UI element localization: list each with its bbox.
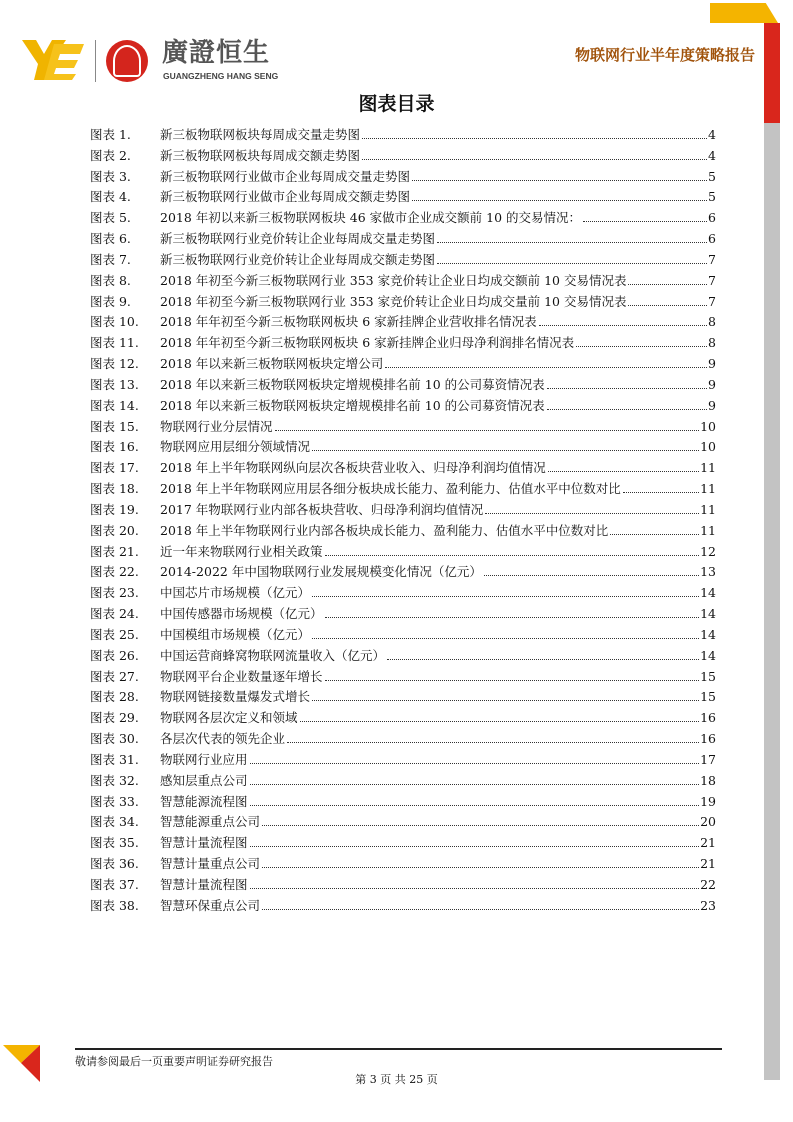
- figure-title: 智慧能源重点公司: [160, 814, 261, 830]
- logo-divider: [95, 40, 96, 82]
- figure-number: 图表 32.: [90, 772, 139, 788]
- figure-number: 图表 24.: [90, 606, 139, 622]
- figure-number: 图表 16.: [90, 439, 139, 455]
- page-ref: 8: [708, 314, 716, 330]
- toc-entry[interactable]: [90, 648, 716, 669]
- page-ref: 12: [700, 543, 716, 559]
- page-ref: 7: [708, 251, 716, 267]
- page-ref: 21: [700, 855, 716, 871]
- page-title: 图表目录: [358, 93, 435, 115]
- toc-entry[interactable]: [90, 689, 716, 710]
- figure-title: 近一年来物联网行业相关政策: [160, 543, 323, 559]
- leader-dots: [262, 825, 699, 826]
- leader-dots: [412, 180, 707, 181]
- toc-entry[interactable]: [90, 314, 716, 335]
- figure-title: 新三板物联网行业做市企业每周成交量走势图: [160, 168, 411, 184]
- leader-dots: [362, 159, 707, 160]
- toc-entry[interactable]: [90, 502, 716, 523]
- toc-entry[interactable]: [90, 273, 716, 294]
- page-ref: 9: [708, 356, 716, 372]
- figure-number: 图表 17.: [90, 460, 139, 476]
- leader-dots: [250, 763, 700, 764]
- figure-number: 图表 30.: [90, 731, 139, 747]
- page-ref: 11: [700, 501, 716, 517]
- toc-entry[interactable]: [90, 564, 716, 585]
- leader-dots: [250, 784, 700, 785]
- figure-number: 图表 1.: [90, 127, 131, 142]
- leader-dots: [437, 242, 707, 243]
- page-ref: 6: [708, 231, 716, 247]
- page-ref: 10: [700, 439, 716, 455]
- leader-dots: [623, 492, 699, 493]
- figure-title: 2018 年初至今新三板物联网行业 353 家竞价转让企业日均成交量前 10 交易情况表: [160, 293, 627, 309]
- figure-title: 2018 年初以来新三板物联网板块 46 家做市企业成交额前 10 的交易情况：: [160, 210, 581, 226]
- leader-dots: [547, 409, 707, 410]
- ye-logo-icon: [22, 40, 84, 80]
- toc-entry[interactable]: [90, 231, 716, 252]
- toc-entry[interactable]: [90, 439, 716, 460]
- figure-title: 新三板物联网板块每周成交额走势图: [160, 147, 361, 163]
- page-ref: 15: [700, 668, 716, 684]
- toc-entry[interactable]: [90, 773, 716, 794]
- page-ref: 14: [700, 647, 716, 663]
- brand-name-cn: 廣證恒生: [162, 38, 271, 68]
- figure-number: 图表 12.: [90, 356, 139, 372]
- leader-dots: [610, 534, 699, 535]
- page-ref: 14: [700, 606, 716, 622]
- figure-number: 图表 23.: [90, 585, 139, 601]
- figure-title: 2018 年年初至今新三板物联网板块 6 家新挂牌企业归母净利润排名情况表: [160, 335, 575, 351]
- figure-title: 2018 年上半年物联网纵向层次各板块营业收入、归母净利润均值情况: [160, 460, 546, 476]
- figure-number: 图表 33.: [90, 793, 139, 809]
- figure-number: 图表 8.: [90, 272, 131, 288]
- yellow-corner-tab: [710, 3, 778, 23]
- footer-disclaimer: 敬请参阅最后一页重要声明证券研究报告: [75, 1055, 273, 1068]
- leader-dots: [250, 805, 700, 806]
- figure-number: 图表 7.: [90, 251, 131, 267]
- figure-number: 图表 31.: [90, 751, 139, 767]
- page-ref: 21: [700, 835, 716, 851]
- toc-entry[interactable]: [90, 669, 716, 690]
- figure-title: 新三板物联网行业做市企业每周成交额走势图: [160, 189, 411, 205]
- page-ref: 9: [708, 397, 716, 413]
- page-ref: 6: [708, 210, 716, 226]
- figure-title: 2018 年以来新三板物联网板块定增规模排名前 10 的公司募资情况表: [160, 376, 545, 392]
- leader-dots: [262, 867, 699, 868]
- figure-number: 图表 2.: [90, 147, 131, 163]
- page-ref: 17: [700, 751, 716, 767]
- figure-title: 智慧能源流程图: [160, 793, 248, 809]
- page-ref: 23: [700, 897, 716, 913]
- toc-entry[interactable]: [90, 877, 716, 898]
- figure-title: 中国芯片市场规模（亿元）: [160, 585, 311, 601]
- page-ref: 18: [700, 772, 716, 788]
- page-ref: 16: [700, 710, 716, 726]
- figure-number: 图表 15.: [90, 418, 139, 434]
- figure-title: 2018 年初至今新三板物联网行业 353 家竞价转让企业日均成交额前 10 交易情况表: [160, 272, 627, 288]
- figure-number: 图表 37.: [90, 876, 139, 892]
- figure-number: 图表 13.: [90, 376, 139, 392]
- page-ref: 16: [700, 731, 716, 747]
- page-ref: 11: [700, 481, 716, 497]
- page-ref: 19: [700, 793, 716, 809]
- leader-dots: [437, 263, 707, 264]
- toc-entry[interactable]: [90, 294, 716, 315]
- toc-entry[interactable]: [90, 835, 716, 856]
- figure-title: 新三板物联网行业竞价转让企业每周成交额走势图: [160, 251, 436, 267]
- brand-name-en: GUANGZHENG HANG SENG: [163, 71, 279, 81]
- toc-entry[interactable]: [90, 148, 716, 169]
- figure-number: 图表 6.: [90, 231, 131, 247]
- leader-dots: [583, 221, 707, 222]
- leader-dots: [628, 284, 707, 285]
- page-number: 第 3 页 共 25 页: [355, 1073, 438, 1086]
- leader-dots: [287, 742, 699, 743]
- leader-dots: [262, 909, 699, 910]
- figure-title: 2018 年上半年物联网应用层各细分板块成长能力、盈利能力、估值水平中位数对比: [160, 481, 621, 497]
- page-ref: 14: [700, 585, 716, 601]
- leader-dots: [362, 138, 707, 139]
- figure-title: 中国模组市场规模（亿元）: [160, 626, 311, 642]
- toc-entry[interactable]: [90, 127, 716, 148]
- figure-number: 图表 26.: [90, 647, 139, 663]
- page-ref: 7: [708, 293, 716, 309]
- toc-entry[interactable]: [90, 585, 716, 606]
- figure-title: 2018 年年初至今新三板物联网板块 6 家新挂牌企业营收排名情况表: [160, 314, 537, 330]
- page-ref: 11: [700, 460, 716, 476]
- toc-entry[interactable]: [90, 856, 716, 877]
- figure-title: 2018 年上半年物联网行业内部各板块成长能力、盈利能力、估值水平中位数对比: [160, 522, 609, 538]
- figure-title: 智慧计量重点公司: [160, 855, 261, 871]
- figure-number: 图表 22.: [90, 564, 139, 580]
- figure-title: 智慧计量流程图: [160, 876, 248, 892]
- figure-number: 图表 38.: [90, 897, 139, 913]
- toc-entry[interactable]: [90, 544, 716, 565]
- figure-number: 图表 34.: [90, 814, 139, 830]
- page-ref: 4: [708, 127, 716, 142]
- figure-title: 2018 年以来新三板物联网板块定增规模排名前 10 的公司募资情况表: [160, 397, 545, 413]
- report-title: 物联网行业半年度策略报告: [574, 46, 755, 64]
- figure-title: 智慧计量流程图: [160, 835, 248, 851]
- leader-dots: [312, 700, 699, 701]
- figure-title: 各层次代表的领先企业: [160, 731, 286, 747]
- leader-dots: [325, 617, 700, 618]
- page-ref: 13: [700, 564, 716, 580]
- leader-dots: [312, 596, 699, 597]
- figure-number: 图表 28.: [90, 689, 139, 705]
- leader-dots: [412, 200, 707, 201]
- page-ref: 4: [708, 147, 716, 163]
- figure-title: 中国运营商蜂窝物联网流量收入（亿元）: [160, 647, 386, 663]
- toc-entry[interactable]: [90, 356, 716, 377]
- figure-title: 感知层重点公司: [160, 772, 248, 788]
- figure-number: 图表 4.: [90, 189, 131, 205]
- figure-title: 中国传感器市场规模（亿元）: [160, 606, 323, 622]
- toc-entry[interactable]: [90, 460, 716, 481]
- page-ref: 7: [708, 272, 716, 288]
- toc-entry[interactable]: [90, 794, 716, 815]
- figure-title: 智慧环保重点公司: [160, 897, 261, 913]
- footer-divider: [75, 1048, 722, 1050]
- figure-title: 2014-2022 年中国物联网行业发展规模变化情况（亿元）: [160, 564, 482, 580]
- page-ref: 22: [700, 876, 716, 892]
- page-ref: 11: [700, 522, 716, 538]
- leader-dots: [548, 471, 699, 472]
- figure-number: 图表 19.: [90, 501, 139, 517]
- toc-entry[interactable]: [90, 898, 716, 919]
- toc-entry[interactable]: [90, 481, 716, 502]
- figure-number: 图表 14.: [90, 397, 139, 413]
- leader-dots: [325, 680, 700, 681]
- figure-number: 图表 29.: [90, 710, 139, 726]
- page-ref: 5: [708, 189, 716, 205]
- page-ref: 5: [708, 168, 716, 184]
- figure-number: 图表 9.: [90, 293, 131, 309]
- figure-number: 图表 27.: [90, 668, 139, 684]
- figure-title: 物联网行业分层情况: [160, 418, 273, 434]
- figure-title: 物联网各层次定义和领域: [160, 710, 298, 726]
- leader-dots: [312, 638, 699, 639]
- figure-number: 图表 35.: [90, 835, 139, 851]
- table-of-figures: [90, 127, 716, 918]
- figure-title: 物联网链接数量爆发式增长: [160, 689, 311, 705]
- leader-dots: [628, 305, 707, 306]
- page-ref: 10: [700, 418, 716, 434]
- figure-title: 2018 年以来新三板物联网板块定增公司: [160, 356, 384, 372]
- toc-entry[interactable]: [90, 169, 716, 190]
- toc-entry[interactable]: [90, 752, 716, 773]
- figure-title: 2017 年物联网行业内部各板块营收、归母净利润均值情况: [160, 501, 484, 517]
- corner-triangle-icon: [3, 1045, 40, 1082]
- toc-entry[interactable]: [90, 189, 716, 210]
- leader-dots: [387, 659, 699, 660]
- toc-entry[interactable]: [90, 814, 716, 835]
- figure-number: 图表 5.: [90, 210, 131, 226]
- page-ref: 20: [700, 814, 716, 830]
- figure-number: 图表 20.: [90, 522, 139, 538]
- leader-dots: [250, 846, 700, 847]
- figure-number: 图表 21.: [90, 543, 139, 559]
- leader-dots: [484, 575, 699, 576]
- leader-dots: [547, 388, 707, 389]
- toc-entry[interactable]: [90, 335, 716, 356]
- figure-number: 图表 11.: [90, 335, 139, 351]
- toc-entry[interactable]: [90, 710, 716, 731]
- leader-dots: [300, 721, 700, 722]
- page-ref: 14: [700, 626, 716, 642]
- figure-number: 图表 36.: [90, 855, 139, 871]
- leader-dots: [312, 450, 699, 451]
- figure-title: 物联网平台企业数量逐年增长: [160, 668, 323, 684]
- page-ref: 9: [708, 376, 716, 392]
- leader-dots: [539, 325, 707, 326]
- gray-side-bar: [764, 123, 780, 1080]
- figure-title: 新三板物联网行业竞价转让企业每周成交量走势图: [160, 231, 436, 247]
- toc-entry[interactable]: [90, 398, 716, 419]
- leader-dots: [576, 346, 707, 347]
- figure-number: 图表 25.: [90, 626, 139, 642]
- figure-number: 图表 10.: [90, 314, 139, 330]
- page-ref: 8: [708, 335, 716, 351]
- leader-dots: [275, 430, 700, 431]
- page-ref: 15: [700, 689, 716, 705]
- figure-title: 新三板物联网板块每周成交量走势图: [160, 127, 361, 142]
- toc-entry[interactable]: [90, 731, 716, 752]
- figure-title: 物联网行业应用: [160, 751, 248, 767]
- figure-title: 物联网应用层细分领域情况: [160, 439, 311, 455]
- leader-dots: [385, 367, 707, 368]
- toc-entry[interactable]: [90, 606, 716, 627]
- toc-entry[interactable]: [90, 377, 716, 398]
- leader-dots: [325, 555, 700, 556]
- leader-dots: [250, 888, 700, 889]
- gzhs-seal-icon: [106, 40, 148, 82]
- figure-number: 图表 3.: [90, 168, 131, 184]
- figure-number: 图表 18.: [90, 481, 139, 497]
- leader-dots: [485, 513, 699, 514]
- toc-entry[interactable]: [90, 210, 716, 231]
- toc-entry[interactable]: [90, 627, 716, 648]
- toc-entry[interactable]: [90, 252, 716, 273]
- toc-entry[interactable]: [90, 419, 716, 440]
- toc-entry[interactable]: [90, 523, 716, 544]
